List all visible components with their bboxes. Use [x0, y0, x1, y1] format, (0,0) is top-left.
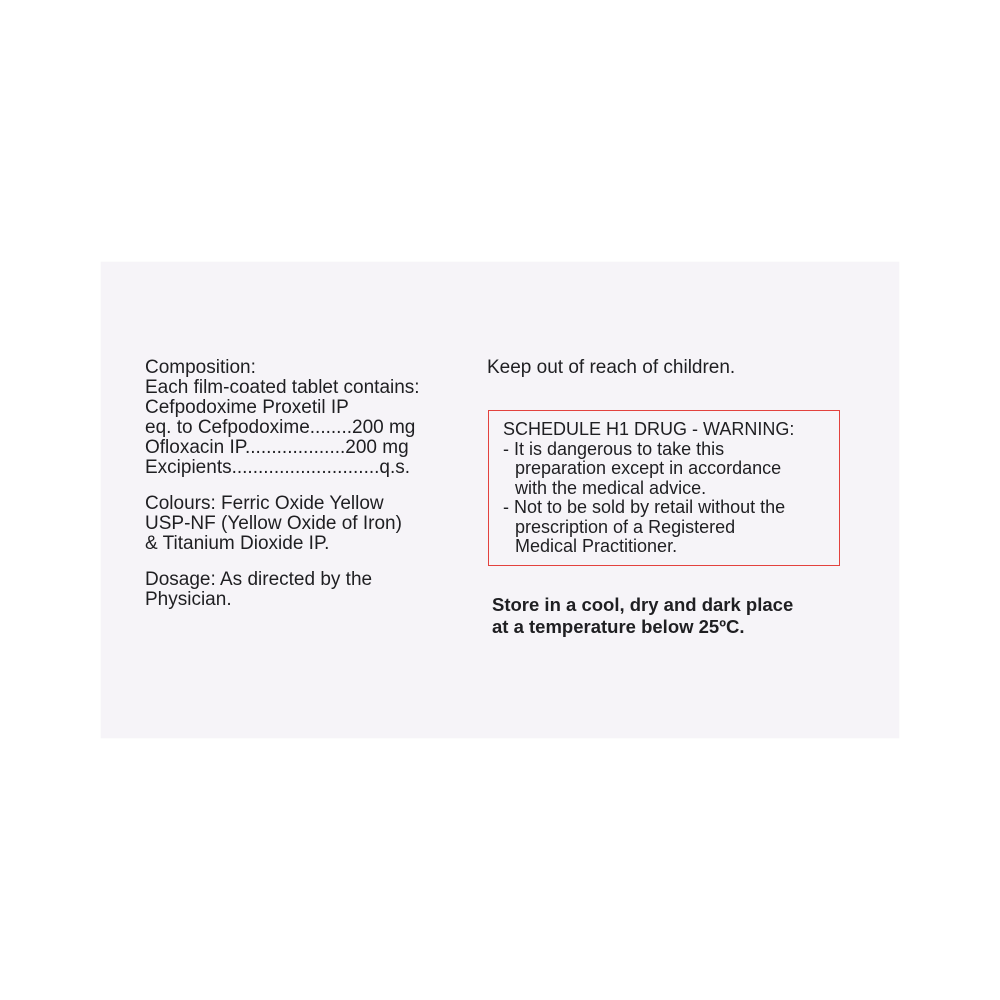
composition-intro: Each film-coated tablet contains: — [145, 377, 420, 398]
dosage-line: Physician. — [145, 589, 232, 610]
composition-line: Excipients............................q.s. — [145, 457, 411, 478]
composition-column — [145, 358, 420, 610]
colours-line: Colours: Ferric Oxide Yellow — [145, 493, 384, 514]
schedule-warning-box — [488, 410, 840, 566]
schedule-warning-line: prescription of a Registered — [515, 516, 736, 537]
colours-line: & Titanium Dioxide IP. — [145, 533, 330, 554]
schedule-warning-line: with the medical advice. — [515, 477, 707, 498]
colours-line: USP-NF (Yellow Oxide of Iron) — [145, 513, 402, 534]
schedule-warning-text — [503, 420, 794, 557]
schedule-warning-line: preparation except in accordance — [515, 458, 782, 478]
composition-heading: Composition: — [145, 357, 256, 378]
children-warning: Keep out of reach of children. — [487, 357, 736, 378]
storage-line: at a temperature below 25ºC. — [492, 616, 745, 637]
composition-line: Ofloxacin IP...................200 mg — [145, 437, 409, 458]
dosage-line: Dosage: As directed by the — [145, 569, 373, 590]
schedule-warning-line: - Not to be sold by retail without the — [503, 497, 786, 517]
storage-line: Store in a cool, dry and dark place — [492, 594, 794, 615]
schedule-warning-line: - It is dangerous to take this — [503, 438, 725, 459]
schedule-warning-line: Medical Practitioner. — [515, 536, 678, 556]
storage-instructions — [492, 594, 793, 638]
composition-line: eq. to Cefpodoxime........200 mg — [145, 417, 416, 438]
composition-line: Cefpodoxime Proxetil IP — [145, 397, 349, 418]
schedule-warning-title: SCHEDULE H1 DRUG - WARNING: — [503, 419, 795, 439]
